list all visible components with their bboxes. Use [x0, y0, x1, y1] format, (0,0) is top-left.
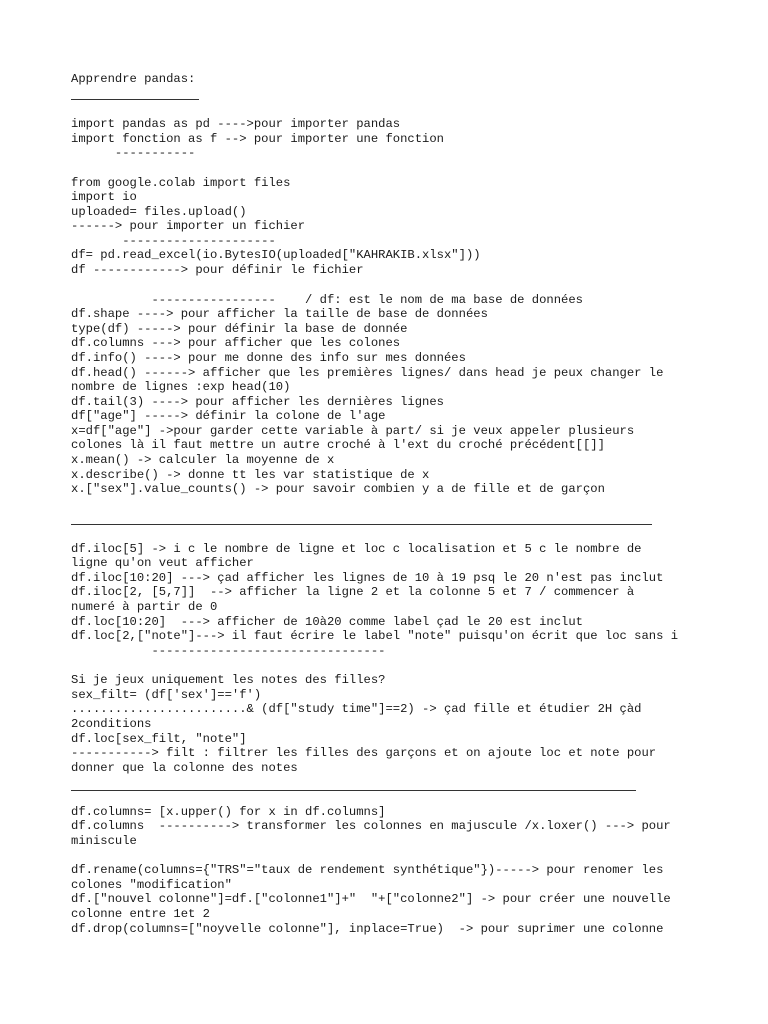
- text-line: -----------: [71, 146, 196, 160]
- text-line: --------------------------------: [71, 644, 386, 658]
- text-line: miniscule: [71, 834, 137, 848]
- text-line: Si je jeux uniquement les notes des filles?: [71, 673, 386, 687]
- text-line: import pandas as pd ---->pour importer pandas: [71, 117, 401, 131]
- text-line: colonne entre 1et 2: [71, 907, 210, 921]
- text-line: df.columns ----------> transformer les colonnes en majuscule /x.loxer() ---> pour: [71, 819, 671, 833]
- text-line: df.["nouvel colonne"]=df.["colonne1"]+" "+["colonne2"] -> pour créer une nouvelle: [71, 892, 671, 906]
- text-line: df.columns ---> pour afficher que les colones: [71, 336, 401, 350]
- text-line: -----------> filt : filtrer les filles des garçons et on ajoute loc et note pour: [71, 746, 657, 760]
- text-line: df ------------> pour définir le fichier: [71, 263, 364, 277]
- text-line: import fonction as f --> pour importer une fonction: [71, 132, 444, 146]
- text-line: colones là il faut mettre un autre croché à l'ext du croché précédent[[]]: [71, 438, 605, 452]
- text-line: import io: [71, 190, 137, 204]
- text-line: ----------------- / df: est le nom de ma base de données: [71, 293, 583, 307]
- title-underline: [71, 99, 199, 100]
- text-line: ........................& (df["study time"]==2) -> çad fille et étudier 2H çàd: [71, 702, 642, 716]
- text-line: nombre de lignes :exp head(10): [71, 380, 291, 394]
- text-line: df.columns= [x.upper() for x in df.columns]: [71, 805, 386, 819]
- text-line: uploaded= files.upload(): [71, 205, 247, 219]
- section-divider: [71, 524, 652, 525]
- text-line: df.loc[2,["note"]---> il faut écrire le label "note" puisqu'on écrit que loc sans i: [71, 629, 679, 643]
- text-line: colones "modification": [71, 878, 232, 892]
- text-line: x=df["age"] ->pour garder cette variable à part/ si je veux appeler plusieurs: [71, 424, 635, 438]
- text-line: df.head() ------> afficher que les premières lignes/ dans head je peux changer le: [71, 366, 664, 380]
- text-line: ---------------------: [71, 234, 276, 248]
- text-line: df.info() ----> pour me donne des info sur mes données: [71, 351, 466, 365]
- text-line: x.["sex"].value_counts() -> pour savoir combien y a de fille et de garçon: [71, 482, 605, 496]
- section-divider: [71, 790, 636, 791]
- text-line: x.mean() -> calculer la moyenne de x: [71, 453, 335, 467]
- doc-title: Apprendre pandas:: [71, 72, 196, 86]
- text-line: x.describe() -> donne tt les var statistique de x: [71, 468, 430, 482]
- text-line: df.rename(columns={"TRS"="taux de rendement synthétique"})-----> pour renomer les: [71, 863, 664, 877]
- text-line: from google.colab import files: [71, 176, 291, 190]
- text-line: df.iloc[2, [5,7]] --> afficher la ligne 2 et la colonne 5 et 7 / commencer à: [71, 585, 635, 599]
- text-line: df.loc[sex_filt, "note"]: [71, 732, 247, 746]
- text-line: ligne qu'on veut afficher: [71, 556, 254, 570]
- text-line: df.tail(3) ----> pour afficher les dernières lignes: [71, 395, 444, 409]
- text-line: df["age"] -----> définir la colone de l'age: [71, 409, 386, 423]
- text-line: type(df) -----> pour définir la base de donnée: [71, 322, 408, 336]
- text-line: numeré à partir de 0: [71, 600, 218, 614]
- text-line: 2conditions: [71, 717, 152, 731]
- text-line: df.shape ----> pour afficher la taille de base de données: [71, 307, 488, 321]
- text-line: df= pd.read_excel(io.BytesIO(uploaded["KAHRAKIB.xlsx"])): [71, 248, 481, 262]
- text-line: ------> pour importer un fichier: [71, 219, 306, 233]
- text-line: df.iloc[5] -> i c le nombre de ligne et loc c localisation et 5 c le nombre de: [71, 542, 642, 556]
- text-line: sex_filt= (df['sex']=='f'): [71, 688, 262, 702]
- text-line: df.loc[10:20] ---> afficher de 10à20 comme label çad le 20 est inclut: [71, 615, 583, 629]
- text-line: df.drop(columns=["noyvelle colonne"], inplace=True) -> pour suprimer une colonne: [71, 922, 664, 936]
- text-line: df.iloc[10:20] ---> çad afficher les lignes de 10 à 19 psq le 20 n'est pas inclut: [71, 571, 664, 585]
- text-line: donner que la colonne des notes: [71, 761, 298, 775]
